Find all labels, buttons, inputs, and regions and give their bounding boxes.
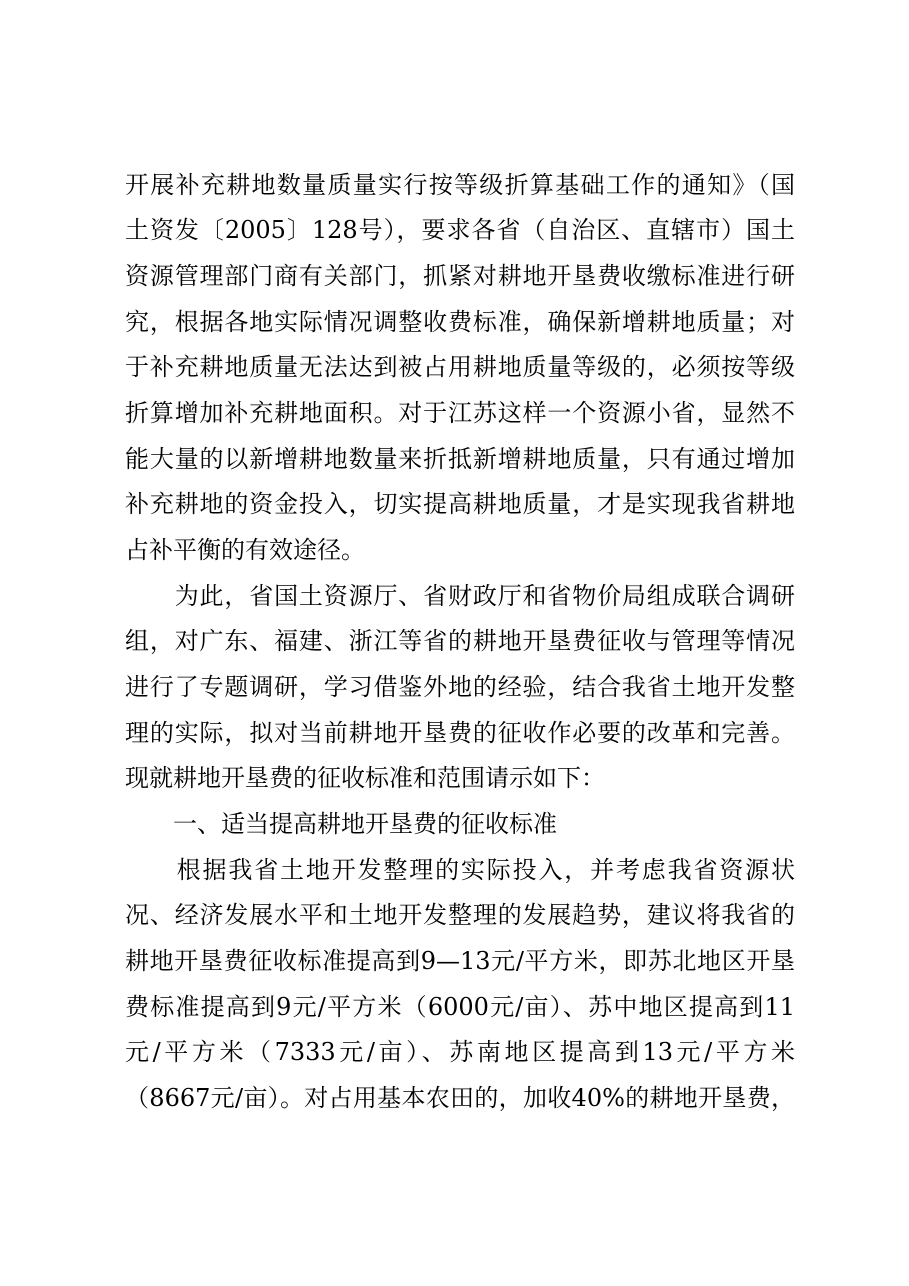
text-line: 折算增加补充耕地面积。对于江苏这样一个资源小省，显然不 bbox=[125, 399, 795, 427]
text-line: 为此，省国土资源厅、省财政厅和省物价局组成联合调研 bbox=[125, 582, 795, 610]
text-line: 土资发〔2005〕128号），要求各省（自治区、直辖市）国土 bbox=[125, 216, 795, 244]
text-line: 能大量的以新增耕地数量来折抵新增耕地质量，只有通过增加 bbox=[125, 445, 795, 473]
text-line: 资源管理部门商有关部门，抓紧对耕地开垦费收缴标准进行研 bbox=[125, 262, 795, 290]
text-line: 组，对广东、福建、浙江等省的耕地开垦费征收与管理等情况 bbox=[125, 627, 795, 655]
text-line: （8667元/亩）。对占用基本农田的，加收40%的耕地开垦费， bbox=[125, 1084, 795, 1112]
text-line: 于补充耕地质量无法达到被占用耕地质量等级的，必须按等级 bbox=[125, 353, 795, 381]
text-line: 开展补充耕地数量质量实行按等级折算基础工作的通知》（国 bbox=[125, 171, 795, 199]
text-line: 根据我省土地开发整理的实际投入，并考虑我省资源状 bbox=[125, 856, 795, 884]
text-line: 占补平衡的有效途径。 bbox=[125, 536, 365, 564]
text-line: 费标准提高到9元/平方米（6000元/亩）、苏中地区提高到11 bbox=[125, 993, 795, 1021]
text-line: 耕地开垦费征收标准提高到9—13元/平方米，即苏北地区开垦 bbox=[125, 947, 795, 975]
text-line: 补充耕地的资金投入，切实提高耕地质量，才是实现我省耕地 bbox=[125, 490, 795, 518]
text-line: 况、经济发展水平和土地开发整理的发展趋势，建议将我省的 bbox=[125, 901, 795, 929]
text-line: 现就耕地开垦费的征收标准和范围请示如下： bbox=[125, 764, 605, 792]
text-line: 元/平方米（7333元/亩）、苏南地区提高到13元/平方米 bbox=[125, 1038, 795, 1066]
text-line: 究，根据各地实际情况调整收费标准，确保新增耕地质量；对 bbox=[125, 308, 795, 336]
section-heading: 一、适当提高耕地开垦费的征收标准 bbox=[125, 810, 557, 838]
text-line: 进行了专题调研，学习借鉴外地的经验，结合我省土地开发整 bbox=[125, 673, 795, 701]
text-line: 理的实际，拟对当前耕地开垦费的征收作必要的改革和完善。 bbox=[125, 719, 795, 747]
